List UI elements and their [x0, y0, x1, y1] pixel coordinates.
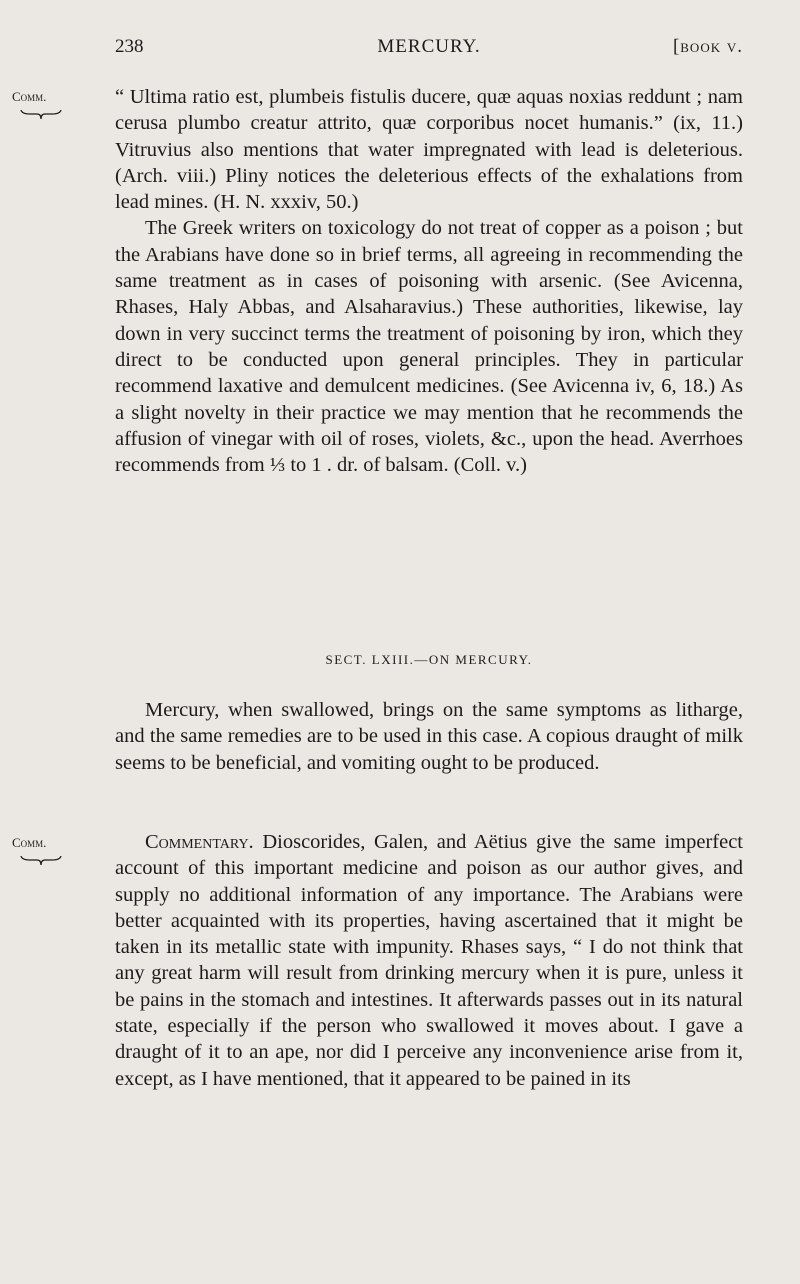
greek-writers-paragraph: The Greek writers on toxicology do not treat of copper as a poison ; but the Arabians have done so in brief terms, all agreeing in recommending the same treatment as in cases of poisoning with arsenic. (See Avicenna, Rhases, Haly Abbas, and Alsaharavius.) These authorities, likewise, lay down in very succinct terms the treatment of poisoning by iron, which they direct to be conducted upon general principles. They in particular recommend laxative and demulcent medicines. (See Avicenna iv, 6, 18.) As a slight novelty in their practice we may mention that he recommends the affusion of vinegar with oil of roses, violets, &c., upon the head. Averrhoes recommends from ⅓ to 1 . dr. of balsam. (Coll. v.) [115, 217, 743, 477]
margin-note-comm [12, 86, 62, 116]
commentary-paragraph [115, 829, 743, 1092]
margin-note-label: Comm. [12, 89, 47, 104]
commentary-label: Commentary. [145, 831, 254, 853]
margin-note-comm [12, 832, 62, 862]
section-heading: SECT. LXIII.—ON MERCURY. [325, 652, 533, 667]
commentary-section [115, 829, 743, 1092]
opening-text [115, 84, 743, 478]
running-title: MERCURY. [377, 36, 481, 57]
brace-icon [20, 108, 62, 120]
book-reference: [book v. [672, 36, 743, 57]
running-header [115, 36, 743, 66]
commentary-text: Dioscorides, Galen, and Aëtius give the same imperfect account of this important medicine and poison as our author gives, and supply no additional information of any importance. The Arabians were better acquainted with its properties, having ascertained that it might be taken in its metallic state with impunity. Rhases says, “ I do not think that any great harm will result from drinking mercury when it is pure, unless it be pains in the stomach and intestines. It afterwards passes out in its natural state, especially if the person who swallowed it moves about. I gave a draught of it to an ape, nor did I perceive any inconvenience arise from it, except, as I have mentioned, that it appeared to be pained in its [115, 831, 743, 1090]
quote-paragraph: “ Ultima ratio est, plumbeis fistulis ducere, quæ aquas noxias reddunt ; nam cerusa plumbo creatur attrito, quæ corporibus nocet humanis.” (ix, 11.) Vitruvius also mentions that water impregnated with lead is deleterious. (Arch. viii.) Pliny notices the deleterious effects of the exhalations from lead mines. (H. N. xxxiv, 50.) [115, 86, 743, 214]
page-number: 238 [115, 36, 144, 57]
mercury-section [115, 697, 743, 776]
mercury-paragraph: Mercury, when swallowed, brings on the same symptoms as litharge, and the same remedies are to be used in this case. A copious draught of milk seems to be beneficial, and vomiting ought to be produced. [115, 699, 743, 774]
margin-note-label: Comm. [12, 835, 47, 850]
brace-icon [20, 854, 62, 866]
